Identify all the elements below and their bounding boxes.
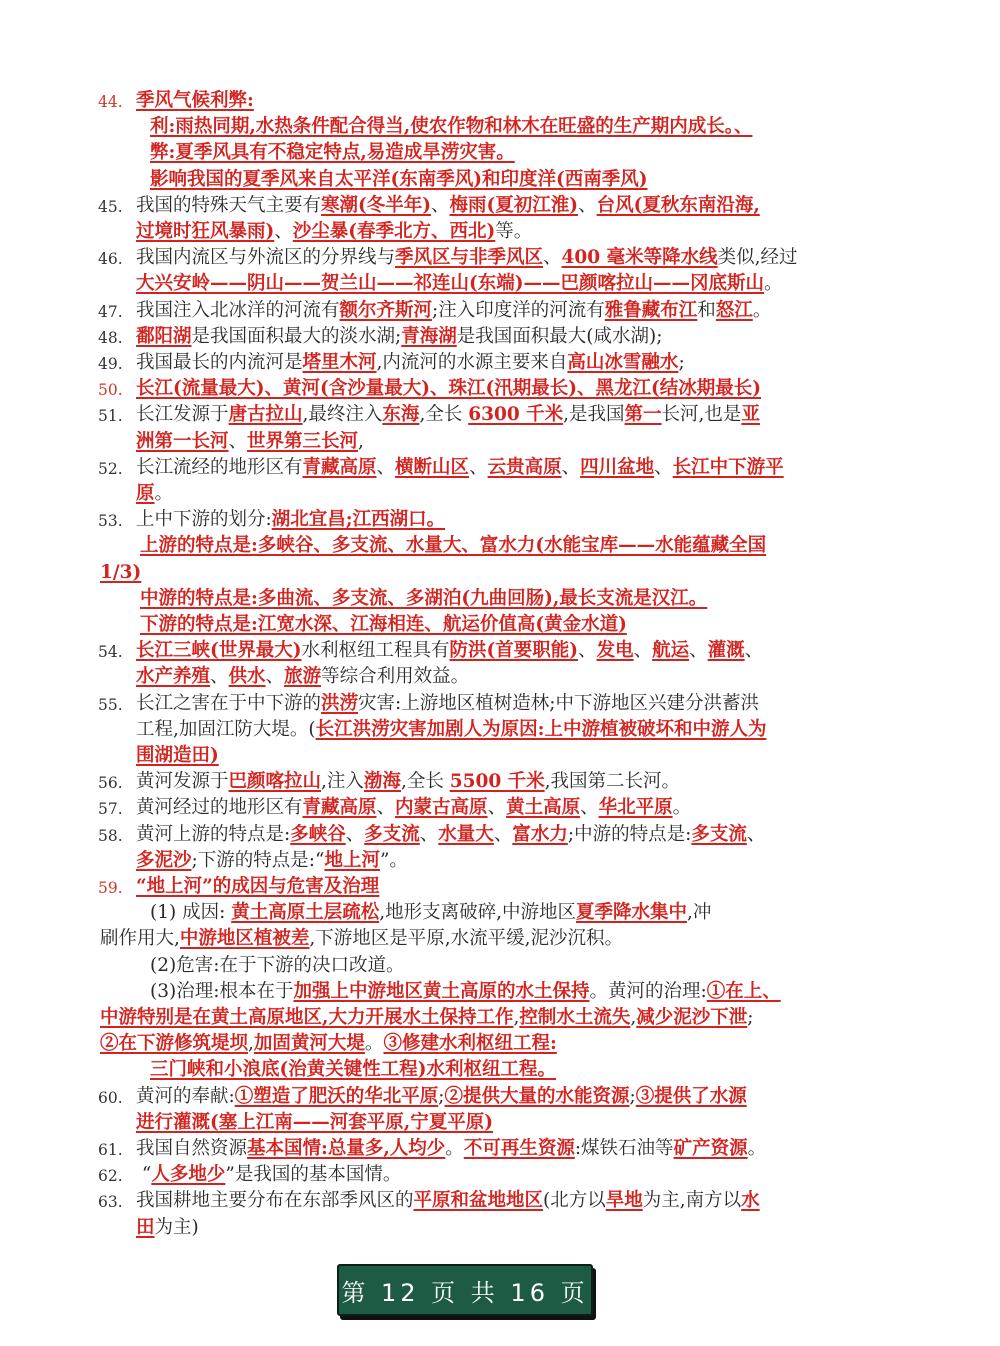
key-point: 水 [741,1190,760,1212]
text-segment: (1) 成因: [150,902,232,924]
key-point: 弊:夏季风具有不稳定特点,易造成旱涝灾害。 [150,142,515,164]
page-indicator-label: 第 12 页 共 16 页 [341,1278,589,1307]
key-point: 四川盆地 [580,456,655,478]
text-segment: 黄河的奉献: [136,1085,235,1107]
key-point: 多支流 [364,823,420,845]
text-segment: ,全长 [419,404,469,426]
item-number: 44. [98,93,123,111]
key-point: 中游的特点是:多曲流、多支流、多湖泊(九曲回肠),最长支流是汉江。 [140,587,708,609]
text-segment: 和 [697,299,716,321]
key-point: 梅雨(夏初江淮) [449,194,579,216]
key-point: 唐古拉山 [228,404,303,426]
key-point: 富水力 [512,823,568,845]
text-line [136,455,784,481]
text-line [136,638,763,664]
text-line [136,691,759,717]
item-number: 46. [98,250,123,269]
text-line [136,88,254,114]
text-segment: 。 [764,273,783,295]
key-point: 青藏高原 [302,797,377,819]
key-point: 水产养殖 [136,666,211,688]
text-segment: 工程,加固江防大堤。( [136,718,316,740]
text-segment: 、 [376,456,396,478]
text-segment: (2)危害:在于下游的决口改道。 [150,954,405,976]
item-number: 60. [98,1088,123,1107]
key-point: 额尔齐斯河 [339,299,433,321]
text-segment: 长江流经的地形区有 [136,456,303,478]
key-point: 中游地区植被差 [179,928,310,950]
key-point: ②在下游修筑堤坝 [100,1033,249,1055]
key-point: 加固黄河大堤 [253,1033,365,1055]
text-segment: ; [629,1085,636,1107]
text-line [136,743,219,769]
text-line [100,1005,754,1031]
text-segment: 是我国面积最大的淡水湖; [191,325,402,347]
key-point: 湖北宜昌;江西湖口。 [271,509,446,531]
key-point: 田 [136,1216,155,1238]
key-point: 不可再生资源 [463,1138,575,1159]
text-segment: ,内流河的水源主要来自 [376,352,568,373]
key-point: 原 [136,483,155,504]
text-segment: 、 [493,823,513,845]
text-segment: 黄河上游的特点是: [136,823,291,845]
text-line [136,717,766,743]
key-point: ①在上、 [706,980,781,1002]
key-point: 400 毫米等降水线 [561,247,718,269]
text-line [140,612,627,638]
key-point: 发电 [596,640,634,662]
key-point: 5500 千米 [449,771,545,793]
text-segment: 、 [689,640,708,662]
key-point: 长江三峡(世界最大) [136,640,302,662]
text-segment: ; [678,352,685,373]
text-line [100,1031,557,1057]
key-point: 华北平原 [598,797,673,819]
text-line [136,1162,401,1188]
key-point: 季风气候利弊: [136,90,254,111]
text-segment: , [630,1007,637,1028]
text-segment: ”。 [379,849,408,871]
text-segment: 类似,经过 [717,247,798,269]
key-point: 1/3) [100,561,142,583]
key-point: 控制水土流失 [519,1007,631,1028]
item-number: 63. [98,1193,123,1212]
key-point: 沙尘暴(春季北方、西北) [292,221,496,242]
text-segment: 上中下游的划分: [136,509,272,531]
key-point: ③提供了水源 [635,1085,747,1107]
text-segment: 长江发源于 [136,404,229,426]
text-segment: 、 [228,430,248,452]
text-segment: 、 [746,823,766,845]
text-segment: 我国内流区与外流区的分界线与 [136,247,396,269]
text-line [136,848,408,874]
key-point: 水量大 [438,823,494,845]
key-point: 加强上中游地区黄土高原的水土保持 [293,980,590,1002]
text-line [150,114,752,140]
key-point: 第一 [624,404,662,426]
key-point: 寒潮(冬半年) [321,194,432,216]
text-segment: ,注入 [321,771,364,793]
text-line [150,953,404,979]
text-line [136,795,691,821]
item-number: 52. [98,459,123,478]
text-line [136,1215,199,1241]
text-line [150,1057,556,1083]
key-point: 内蒙古高原 [395,797,488,819]
text-line [136,664,469,690]
text-segment: 我国自然资源 [136,1138,248,1159]
text-segment: 、 [274,221,293,242]
text-line [136,481,173,507]
key-point: ②提供大量的水能资源 [444,1085,630,1107]
text-segment: 长河,也是 [661,404,742,426]
key-point: “地上河”的成因与危害及治理 [136,876,380,897]
item-number: 56. [98,774,123,793]
text-line [150,979,781,1005]
text-line [136,507,445,533]
key-point: 长江洪涝灾害加剧人为原因:上中游植被破坏和中游人为 [315,718,767,740]
text-segment: 我国的特殊天气主要有 [136,194,322,216]
key-point: 过境时狂风暴雨) [136,221,275,242]
text-segment: 、 [578,194,597,216]
text-segment: 、 [376,797,396,819]
key-point: 青藏高原 [302,456,377,478]
item-number: 58. [98,826,123,845]
key-point: 人多地少 [151,1164,226,1186]
item-number: 50. [98,381,123,400]
text-segment: ( [543,1190,551,1212]
key-point: 渤海 [363,771,401,793]
text-segment: 我国耕地主要分布在东部季风区的 [136,1190,414,1212]
text-line [136,324,662,350]
text-line [136,350,685,376]
key-point: 长江中下游平 [672,456,784,478]
text-line [150,140,515,166]
text-line [100,560,141,586]
item-number: 54. [98,643,123,662]
text-segment: 等。 [495,221,533,242]
text-line [150,167,648,193]
text-line [136,429,364,455]
text-segment: ;下游的特点是:“ [191,849,325,871]
key-point: 多峡谷 [290,823,346,845]
text-segment: 长江之害在于中下游的 [136,692,322,714]
text-segment: 、 [543,247,562,269]
key-point: 雅鲁藏布江 [604,299,698,321]
text-segment: ,地形支离破碎,中游地区 [379,902,576,924]
text-line [136,402,760,428]
text-segment: ,最终注入 [302,404,383,426]
text-segment: “ [136,1164,152,1186]
item-number: 57. [98,800,123,819]
text-line [136,271,783,297]
text-line [136,769,680,795]
key-point: 平原和盆地地区 [413,1190,544,1212]
text-segment: ; [438,1085,445,1107]
key-point: 青海湖 [401,325,457,347]
text-segment: 。 [672,797,692,819]
text-segment: 、 [265,666,285,688]
key-point: 三门峡和小浪底(治黄关键性工程)水利枢纽工程。 [150,1059,557,1081]
item-number: 48. [98,328,123,347]
text-segment: 。 [364,1033,384,1055]
text-segment: ;中游的特点是: [567,823,692,845]
key-point: ①塑造了肥沃的华北平原 [234,1085,439,1107]
text-segment: , [513,1007,520,1028]
text-segment: ,我国第二长河。 [544,771,681,793]
text-line [136,1188,760,1214]
key-point: 防洪(首要职能) [449,640,579,662]
text-line [136,219,532,245]
text-line [140,533,766,559]
key-point: 灌溉 [707,640,745,662]
text-line [136,193,760,219]
text-segment: 、 [431,194,450,216]
item-number: 51. [98,407,123,426]
text-segment: 、 [210,666,229,688]
text-segment: (3)治理:根本在于 [150,980,294,1002]
key-point: 旱地 [605,1190,643,1212]
key-point: 多泥沙 [136,849,192,871]
item-number: 49. [98,355,123,373]
key-point: 洲第一长河 [136,430,229,452]
text-segment: 刷作用大, [100,928,180,950]
key-point: 高山冰雪融水 [567,352,679,373]
text-segment: ”是我国的基本国情。 [225,1164,402,1186]
key-point: 地上河 [324,849,380,871]
text-line [136,298,771,324]
text-segment: 为主) [154,1216,199,1238]
key-point: 多支流 [691,823,747,845]
text-segment: 我国最长的内流河是 [136,352,303,373]
key-point: 巴颜喀拉山 [228,771,322,793]
text-segment: 水利枢纽工程具有 [301,640,450,662]
text-line [136,874,379,900]
text-line [100,926,623,952]
text-segment: 、 [744,640,764,662]
key-point: 旅游 [284,666,322,688]
key-point: 利:雨热同期,水热条件配合得当,使农作物和林木在旺盛的生产期内成长。、 [150,116,753,138]
key-point: 供水 [228,666,266,688]
text-segment: 。 [752,299,772,321]
key-point: 6300 千米 [468,404,564,426]
key-point: 基本国情:总量多,人均少 [247,1138,446,1159]
key-point: 横断山区 [395,456,470,478]
text-segment: ,是我国 [563,404,625,426]
text-segment: ,下游地区是平原,水流平缓,泥沙沉积。 [309,928,624,950]
text-segment: 、 [345,823,365,845]
key-point: 进行灌溉(塞上江南——河套平原,宁夏平原) [136,1111,493,1133]
key-point: 中游特别是在黄土高原地区,大力开展水土保持工作 [100,1007,514,1028]
text-segment: 黄河经过的地形区有 [136,797,303,819]
text-segment: 、 [487,797,507,819]
key-point: 大兴安岭——阴山——贺兰山——祁连山(东端)——巴颜喀拉山——冈底斯山 [136,273,765,295]
text-line [136,822,765,848]
item-number: 59. [98,879,123,897]
key-point: 台风(夏秋东南沿海, [596,194,760,216]
text-segment: 、 [419,823,439,845]
text-line [150,900,711,926]
text-segment: 、 [469,456,488,478]
text-line [136,1110,493,1136]
key-point: 航运 [652,640,690,662]
key-point: 黄土高原土层疏松 [231,902,380,924]
text-segment: 、 [633,640,653,662]
text-segment: , [248,1033,254,1055]
key-point: 季风区与非季风区 [395,247,544,269]
text-segment: 北方以 [550,1190,606,1212]
text-segment: 。 [154,483,174,504]
item-number: 47. [98,302,123,321]
text-line [136,1084,747,1110]
text-segment: 。 [445,1138,464,1159]
key-point: 围湖造田) [136,745,219,766]
text-segment: :煤铁石油等 [574,1138,674,1159]
key-point: 减少泥沙下泄 [636,1007,748,1028]
key-point: 鄱阳湖 [136,325,192,347]
item-number: 45. [98,197,123,216]
key-point: 影响我国的夏季风来自太平洋(东南季风)和印度洋(西南季风) [150,168,648,190]
item-number: 62. [98,1167,123,1186]
key-point: 亚 [741,404,760,426]
text-segment: 。黄河的治理: [589,980,707,1002]
text-segment: 是我国面积最大(咸水湖); [456,325,663,347]
key-point: ③修建水利枢纽工程: [383,1033,557,1055]
key-point: 塔里木河 [302,352,377,373]
key-point: 云贵高原 [487,456,562,478]
text-segment: 黄河发源于 [136,771,229,793]
text-segment: ,冲 [687,902,712,924]
key-point: 东海 [382,404,420,426]
key-point: 世界第三长河 [247,430,359,452]
key-point: 黄土高原 [506,797,581,819]
text-segment: 等综合利用效益。 [321,666,470,688]
text-segment: 、 [561,456,581,478]
text-segment: ,全长 [400,771,450,793]
key-point: 下游的特点是:江宽水深、江海相连、航运价值高(黄金水道) [140,614,627,635]
text-segment: 我国注入北冰洋的河流有 [136,299,340,321]
key-point: 怒江 [715,299,753,321]
text-segment: 灾害:上游地区植树造林;中下游地区兴建分洪蓄洪 [358,692,759,714]
item-number: 53. [98,512,123,531]
key-point: 上游的特点是:多峡谷、多支流、水量大、富水力(水能宝库——水能蕴藏全国 [140,535,767,557]
key-point: 洪涝 [321,692,359,714]
text-line [140,586,707,612]
key-point: 夏季降水集中 [575,902,687,924]
page-indicator [337,1264,593,1316]
text-line [136,245,798,271]
text-segment: , [358,430,364,452]
key-point: 矿产资源 [673,1138,748,1159]
text-line [136,376,761,402]
key-point: 长江(流量最大)、黄河(含沙量最大)、珠江(汛期最长)、黑龙江(结冰期最长) [136,378,762,400]
item-number: 61. [98,1141,123,1159]
text-segment: 、 [580,797,599,819]
text-line [136,1136,766,1162]
text-segment: ;注入印度洋的河流有 [432,299,605,321]
text-segment: 、 [654,456,673,478]
text-segment: ; [747,1007,754,1028]
text-segment: 。 [747,1138,767,1159]
item-number: 55. [98,695,123,714]
text-segment: 为主,南方以 [642,1190,742,1212]
text-segment: 、 [578,640,597,662]
